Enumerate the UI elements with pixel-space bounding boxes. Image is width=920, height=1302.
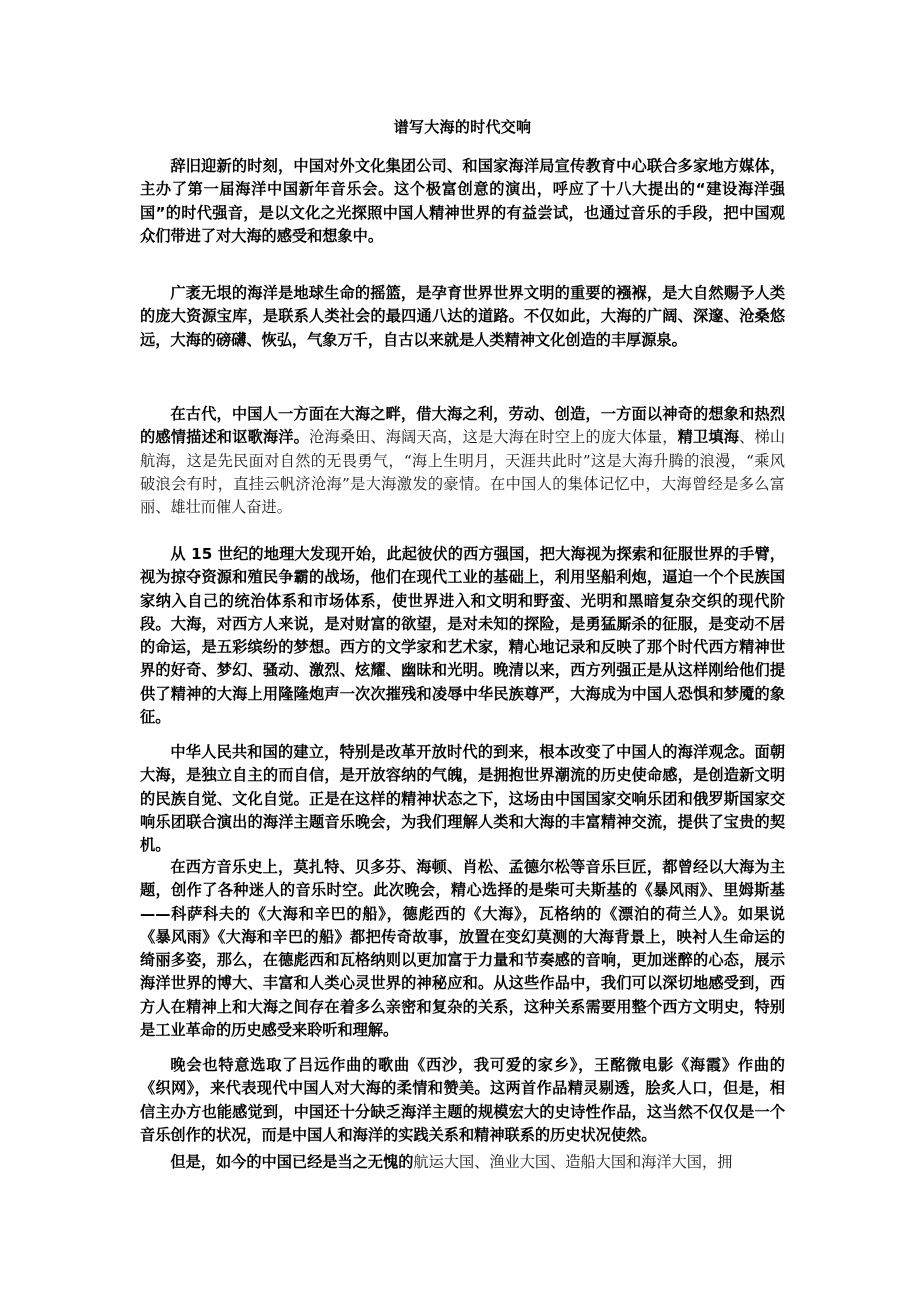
paragraph — [140, 543, 785, 729]
paragraph-text: 从 15 世纪的地理大发现开始，此起彼伏的西方强国，把大海视为探索和征服世界的手臂，视为掠夺资源和殖民争霸的战场，他们在现代工业的基础上，利用坚船利炮，逼迫一个个民族国家纳入自己的统治体系和市场体系，使世界进入和文明和野蛮、光明和黑暗复杂交织的现代阶段。大海，对西方人来说，是对财富的欲望，是对未知的探险，是勇猛厮杀的征服，是变动不居的命运，是五彩缤纷的梦想。西方的文学家和艺术家，精心地记录和反映了那个时代西方精神世界的好奇、梦幻、骚动、激烈、炫耀、幽昧和光明。晚清以来，西方列强正是从这样刚给他们提供了精神的大海上用隆隆炮声一次次摧残和凌辱中华民族尊严，大海成为中国人恐惧和梦魇的象征。 — [140, 545, 785, 727]
paragraph-text: 、梯山航海，这是先民面对自然的无畏勇气，“海上生明月，天涯共此时”这是大海升腾的浪漫，“乘风破浪会有时，直挂云帆济沧海”是大海激发的豪情。在中国人的集体记忆中，大海曾经是多么富丽、雄壮而催人奋进。 — [140, 428, 786, 517]
paragraph — [140, 282, 785, 352]
paragraph-text: 在古代，中国人一方面在大海之畔，借大海之利，劳动、创造，一方面以神奇的想象和热烈的感情描述和讴歌海洋。 — [140, 405, 785, 447]
paragraph-text: 航运大国、渔业大国、造船大国和海洋大国，拥 — [413, 1153, 733, 1171]
paragraph — [140, 1054, 785, 1147]
paragraph-text: 辞旧迎新的时刻，中国对外文化集团公司、和国家海洋局宣传教育中心联合多家地方媒体，主办了第一届海洋中国新年音乐会。这个极富创意的演出，呼应了十八大提出的“建设海洋强国”的时代强音，是以文化之光探照中国人精神世界的有益尝试，也通过音乐的手段，把中国观众们带进了对大海的感受和想象中。 — [140, 157, 785, 245]
paragraph-text: 晚会也特意选取了吕远作曲的歌曲《西沙，我可爱的家乡》，王酩微电影《海霞》作曲的《织网》，来代表现代中国人对大海的柔情和赞美。这两首作品精灵剔透，脍炙人口，但是，相信主办方也能感觉到，中国还十分缺乏海洋主题的规模宏大的史诗性作品，这当然不仅仅是一个音乐创作的状况，而是中国人和海洋的实践关系和精神联系的历史状况使然。 — [140, 1056, 785, 1144]
paragraph-text: 但是，如今的中国已经是当之无愧的 — [170, 1153, 414, 1171]
paragraph-text: 沧海桑田、海阔天高，这是大海在时空上的庞大体量， — [308, 428, 678, 447]
paragraph-text: 广袤无垠的海洋是地球生命的摇篮，是孕育世界世界文明的重要的襁褓，是大自然赐予人类的庞大资源宝库，是联系人类社会的最四通八达的道路。不仅如此，大海的广阔、深邃、沧桑悠远，大海的磅礴、恢弘，气象万千，自古以来就是人类精神文化创造的丰厚源泉。 — [140, 284, 785, 349]
paragraph — [140, 856, 785, 1042]
paragraph-text: 精卫填海 — [677, 428, 740, 447]
document-page — [140, 0, 785, 1302]
paragraph — [140, 155, 785, 248]
paragraph — [140, 1151, 785, 1181]
paragraph-text: 中华人民共和国的建立，特别是改革开放时代的到来，根本改变了中国人的海洋观念。面朝大海，是独立自主的而自信，是开放容纳的气魄，是拥抱世界潮流的历史使命感，是创造新文明的民族自觉、文化自觉。正是在这样的精神状态之下，这场由中国国家交响乐团和俄罗斯国家交响乐团联合演出的海洋主题音乐晚会，为我们理解人类和大海的丰富精神交流，提供了宝贵的契机。 — [140, 743, 785, 855]
document-title: 谱写大海的时代交响 — [393, 118, 532, 136]
paragraph — [140, 403, 785, 519]
paragraph-text: 在西方音乐史上，莫扎特、贝多芬、海顿、肖松、孟德尔松等音乐巨匠，都曾经以大海为主题，创作了各种迷人的音乐时空。此次晚会，精心选择的是柴可夫斯基的《暴风雨》、里姆斯基——科萨科夫的《大海和辛巴的船》，德彪西的《大海》，瓦格纳的《漂泊的荷兰人》。如果说《暴风雨》《大海和辛巴的船》都把传奇故事，放置在变幻莫测的大海背景上，映衬人生命运的绮丽多姿，那么，在德彪西和瓦格纳则以更加富于力量和节奏感的音响，更加迷醉的心态，展示海洋世界的博大、丰富和人类心灵世界的神秘应和。从这些作品中，我们可以深切地感受到，西方人在精神上和大海之间存在着多么亲密和复杂的关系，这种关系需要用整个西方文明史，特别是工业革命的历史感受来聆听和理解。 — [140, 858, 785, 1040]
paragraph — [140, 741, 785, 857]
